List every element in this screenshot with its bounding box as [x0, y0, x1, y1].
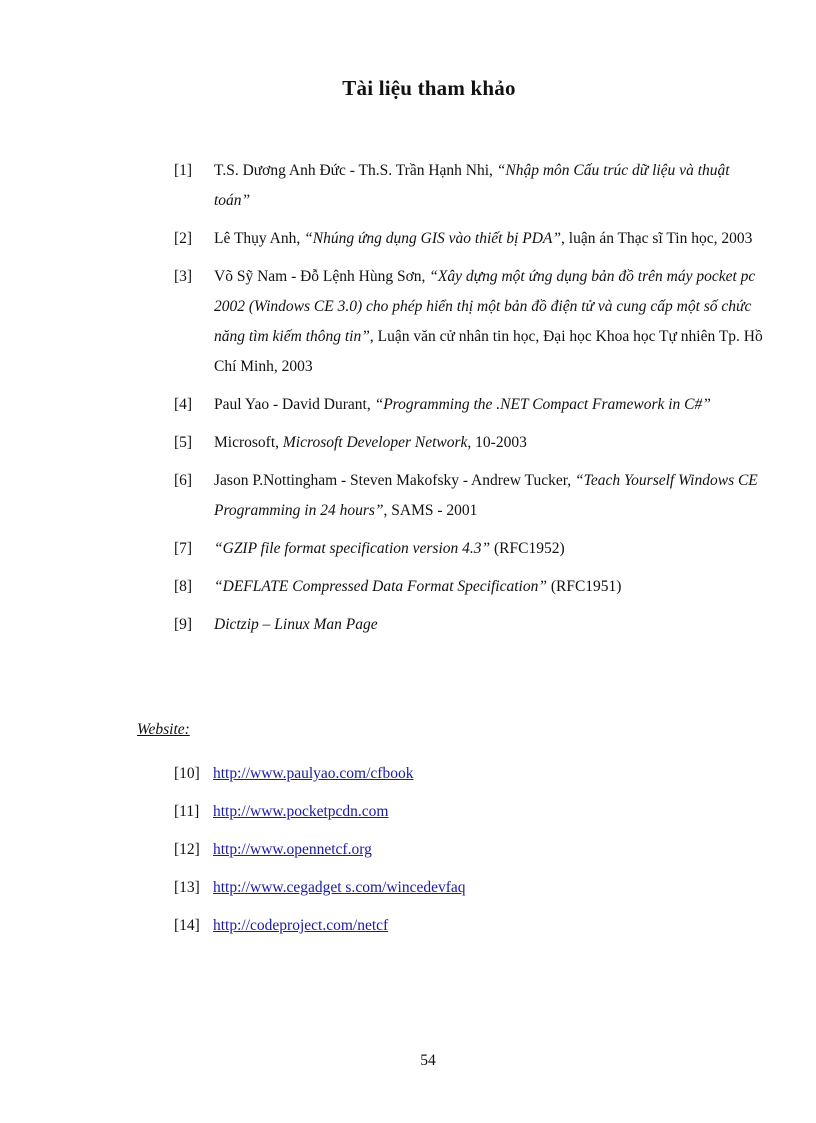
- reference-text: [214, 466, 764, 526]
- reference-list: [174, 156, 764, 648]
- reference-item: [174, 428, 764, 458]
- reference-text: [214, 224, 764, 254]
- reference-details: (RFC1952): [490, 540, 565, 557]
- reference-work: “Nhập môn Cấu trúc dữ liệu và thuật toán”: [214, 162, 730, 209]
- reference-work: “Xây dựng một ứng dụng bản đồ trên máy pocket pc 2002 (Windows CE 3.0) cho phép hiển thị một bản đồ điện tử và cung cấp một số chức năng tìm kiếm thông tin”: [214, 268, 756, 345]
- website-number: [13]: [174, 879, 200, 896]
- reference-number: [4]: [174, 396, 193, 413]
- page-title: Tài liệu tham khảo: [342, 76, 516, 100]
- reference-author: T.S. Dương Anh Đức - Th.S. Trần Hạnh Nhi,: [214, 162, 497, 179]
- reference-item: [174, 390, 764, 420]
- reference-item: [174, 534, 764, 564]
- reference-author: Microsoft,: [214, 434, 283, 451]
- reference-work: Microsoft Developer Network: [282, 434, 468, 451]
- reference-details: , luận án Thạc sĩ Tin học, 2003: [561, 230, 753, 247]
- website-number: [10]: [174, 765, 200, 782]
- reference-author: Paul Yao - David Durant,: [214, 396, 375, 413]
- website-number: [12]: [174, 841, 200, 858]
- reference-item: [174, 262, 764, 382]
- reference-details: (RFC1951): [546, 578, 622, 595]
- reference-item: [174, 610, 764, 640]
- reference-text: [214, 610, 764, 640]
- reference-number: [6]: [174, 472, 193, 489]
- reference-text: [214, 534, 764, 564]
- reference-work: “Teach Yourself Windows CE Programming in 24 hours”: [214, 472, 758, 519]
- website-item: [174, 873, 674, 903]
- reference-item: [174, 156, 764, 216]
- reference-number: [8]: [174, 578, 193, 595]
- website-number: [14]: [174, 917, 200, 934]
- reference-author: Jason P.Nottingham - Steven Makofsky - Andrew Tucker,: [214, 472, 576, 489]
- reference-work: “Programming the .NET Compact Framework in C#”: [374, 396, 711, 413]
- website-number: [11]: [174, 803, 200, 820]
- reference-number: [5]: [174, 434, 193, 451]
- website-link-paulyao[interactable]: http://www.paulyao.com/cfbook: [213, 765, 414, 782]
- reference-number: [2]: [174, 230, 193, 247]
- reference-text: [214, 262, 764, 382]
- reference-item: [174, 572, 764, 602]
- website-link-cegadgets[interactable]: http://www.cegadget s.com/wincedevfaq: [213, 879, 466, 896]
- reference-text: [214, 428, 764, 458]
- reference-number: [7]: [174, 540, 193, 557]
- reference-work: “Nhúng ứng dụng GIS vào thiết bị PDA”: [304, 230, 562, 247]
- reference-text: [214, 156, 764, 216]
- website-item: [174, 835, 674, 865]
- website-item: [174, 797, 674, 827]
- reference-work: “DEFLATE Compressed Data Format Specification”: [214, 578, 547, 595]
- reference-details: , 10-2003: [467, 434, 527, 451]
- page-number: 54: [420, 1052, 436, 1069]
- website-link-pocketpcdn[interactable]: http://www.pocketpcdn.com: [213, 803, 389, 820]
- reference-number: [9]: [174, 616, 193, 633]
- reference-item: [174, 224, 764, 254]
- reference-text: [214, 572, 764, 602]
- reference-number: [3]: [174, 268, 193, 285]
- reference-details: , SAMS - 2001: [383, 502, 478, 519]
- reference-text: [214, 390, 764, 420]
- reference-details: , Luận văn cử nhân tin học, Đại học Khoa học Tự nhiên Tp. Hồ Chí Minh, 2003: [214, 328, 763, 375]
- reference-work: Dictzip – Linux Man Page: [214, 616, 378, 633]
- website-link-opennetcf[interactable]: http://www.opennetcf.org: [213, 841, 372, 858]
- reference-number: [1]: [174, 162, 193, 179]
- website-item: [174, 759, 674, 789]
- website-section-heading: Website:: [137, 721, 190, 738]
- website-item: [174, 911, 674, 941]
- website-list: [174, 759, 674, 949]
- reference-work: “GZIP file format specification version 4.3”: [214, 540, 491, 557]
- website-link-codeproject[interactable]: http://codeproject.com/netcf: [213, 917, 389, 934]
- reference-author: Võ Sỹ Nam - Đỗ Lệnh Hùng Sơn,: [214, 268, 430, 285]
- reference-item: [174, 466, 764, 526]
- reference-author: Lê Thụy Anh,: [214, 230, 305, 247]
